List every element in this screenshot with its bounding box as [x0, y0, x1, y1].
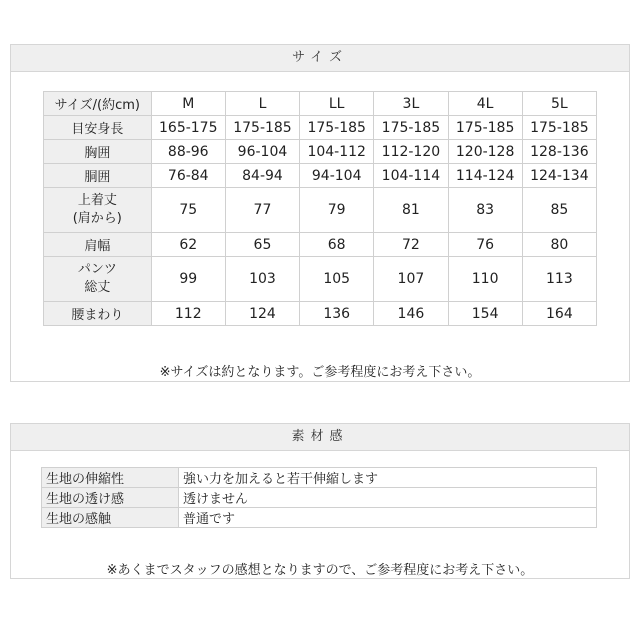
- size-value-cell: 113: [522, 257, 596, 302]
- size-column-header: 3L: [374, 92, 448, 116]
- size-value-cell: 65: [225, 233, 299, 257]
- size-value-cell: 88-96: [151, 140, 225, 164]
- material-row-value: 普通です: [179, 508, 597, 528]
- size-value-cell: 128-136: [522, 140, 596, 164]
- size-table-row: [44, 233, 597, 257]
- size-value-cell: 85: [522, 188, 596, 233]
- size-corner-label: サイズ/(約cm): [44, 92, 152, 116]
- size-value-cell: 107: [374, 257, 448, 302]
- size-value-cell: 164: [522, 302, 596, 326]
- size-value-cell: 124: [225, 302, 299, 326]
- size-value-cell: 81: [374, 188, 448, 233]
- material-note: ※あくまでスタッフの感想となりますので、ご参考程度にお考え下さい。: [106, 563, 534, 578]
- size-header-row: [44, 92, 597, 116]
- size-row-label-line: 腰まわり: [71, 308, 124, 323]
- size-panel-title: サイズ: [11, 45, 629, 72]
- size-row-label-line: 総丈: [84, 280, 111, 295]
- size-value-cell: 154: [448, 302, 522, 326]
- size-row-label: [44, 116, 152, 140]
- size-row-label-line: 胸囲: [84, 146, 111, 161]
- size-value-cell: 104-112: [300, 140, 374, 164]
- size-row-label: [44, 257, 152, 302]
- size-value-cell: 77: [225, 188, 299, 233]
- material-table-row: [42, 468, 597, 488]
- size-row-label: [44, 140, 152, 164]
- size-row-label-line: 胴囲: [84, 170, 111, 185]
- size-value-cell: 99: [151, 257, 225, 302]
- size-value-cell: 84-94: [225, 164, 299, 188]
- size-value-cell: 76: [448, 233, 522, 257]
- size-note: ※サイズは約となります。ご参考程度にお考え下さい。: [159, 365, 481, 380]
- size-column-header: 5L: [522, 92, 596, 116]
- size-column-header: M: [151, 92, 225, 116]
- size-value-cell: 83: [448, 188, 522, 233]
- material-table-row: [42, 508, 597, 528]
- size-value-cell: 112: [151, 302, 225, 326]
- size-table-row: [44, 116, 597, 140]
- size-value-cell: 105: [300, 257, 374, 302]
- size-value-cell: 112-120: [374, 140, 448, 164]
- size-value-cell: 62: [151, 233, 225, 257]
- size-table-row: [44, 302, 597, 326]
- material-row-value: 強い力を加えると若干伸縮します: [179, 468, 597, 488]
- material-panel-title: 素材感: [11, 424, 629, 451]
- size-table-row: [44, 188, 597, 233]
- size-row-label-line: 上着丈: [77, 193, 117, 208]
- size-value-cell: 68: [300, 233, 374, 257]
- material-row-label: 生地の透け感: [42, 488, 179, 508]
- size-value-cell: 120-128: [448, 140, 522, 164]
- size-table-row: [44, 257, 597, 302]
- size-table-row: [44, 140, 597, 164]
- size-value-cell: 175-185: [374, 116, 448, 140]
- size-value-cell: 165-175: [151, 116, 225, 140]
- size-column-header: LL: [300, 92, 374, 116]
- size-row-label: [44, 233, 152, 257]
- size-value-cell: 175-185: [448, 116, 522, 140]
- size-value-cell: 72: [374, 233, 448, 257]
- size-value-cell: 175-185: [225, 116, 299, 140]
- size-value-cell: 124-134: [522, 164, 596, 188]
- material-table: [41, 467, 597, 528]
- size-value-cell: 146: [374, 302, 448, 326]
- size-value-cell: 103: [225, 257, 299, 302]
- size-row-label: [44, 302, 152, 326]
- size-row-label-line: (肩から): [72, 211, 122, 226]
- size-value-cell: 136: [300, 302, 374, 326]
- material-row-label: 生地の感触: [42, 508, 179, 528]
- size-row-label: [44, 188, 152, 233]
- size-value-cell: 110: [448, 257, 522, 302]
- size-value-cell: 114-124: [448, 164, 522, 188]
- size-value-cell: 76-84: [151, 164, 225, 188]
- material-table-row: [42, 488, 597, 508]
- size-row-label-line: 目安身長: [71, 122, 124, 137]
- size-panel: [10, 44, 630, 382]
- size-value-cell: 175-185: [522, 116, 596, 140]
- size-value-cell: 79: [300, 188, 374, 233]
- size-value-cell: 104-114: [374, 164, 448, 188]
- size-value-cell: 75: [151, 188, 225, 233]
- size-column-header: 4L: [448, 92, 522, 116]
- size-table-row: [44, 164, 597, 188]
- size-value-cell: 80: [522, 233, 596, 257]
- size-row-label: [44, 164, 152, 188]
- material-row-value: 透けません: [179, 488, 597, 508]
- material-row-label: 生地の伸縮性: [42, 468, 179, 488]
- material-panel: [10, 423, 630, 579]
- size-value-cell: 175-185: [300, 116, 374, 140]
- size-value-cell: 94-104: [300, 164, 374, 188]
- size-value-cell: 96-104: [225, 140, 299, 164]
- size-row-label-line: 肩幅: [84, 239, 111, 254]
- size-column-header: L: [225, 92, 299, 116]
- size-row-label-line: パンツ: [77, 262, 117, 277]
- size-table: [43, 91, 597, 326]
